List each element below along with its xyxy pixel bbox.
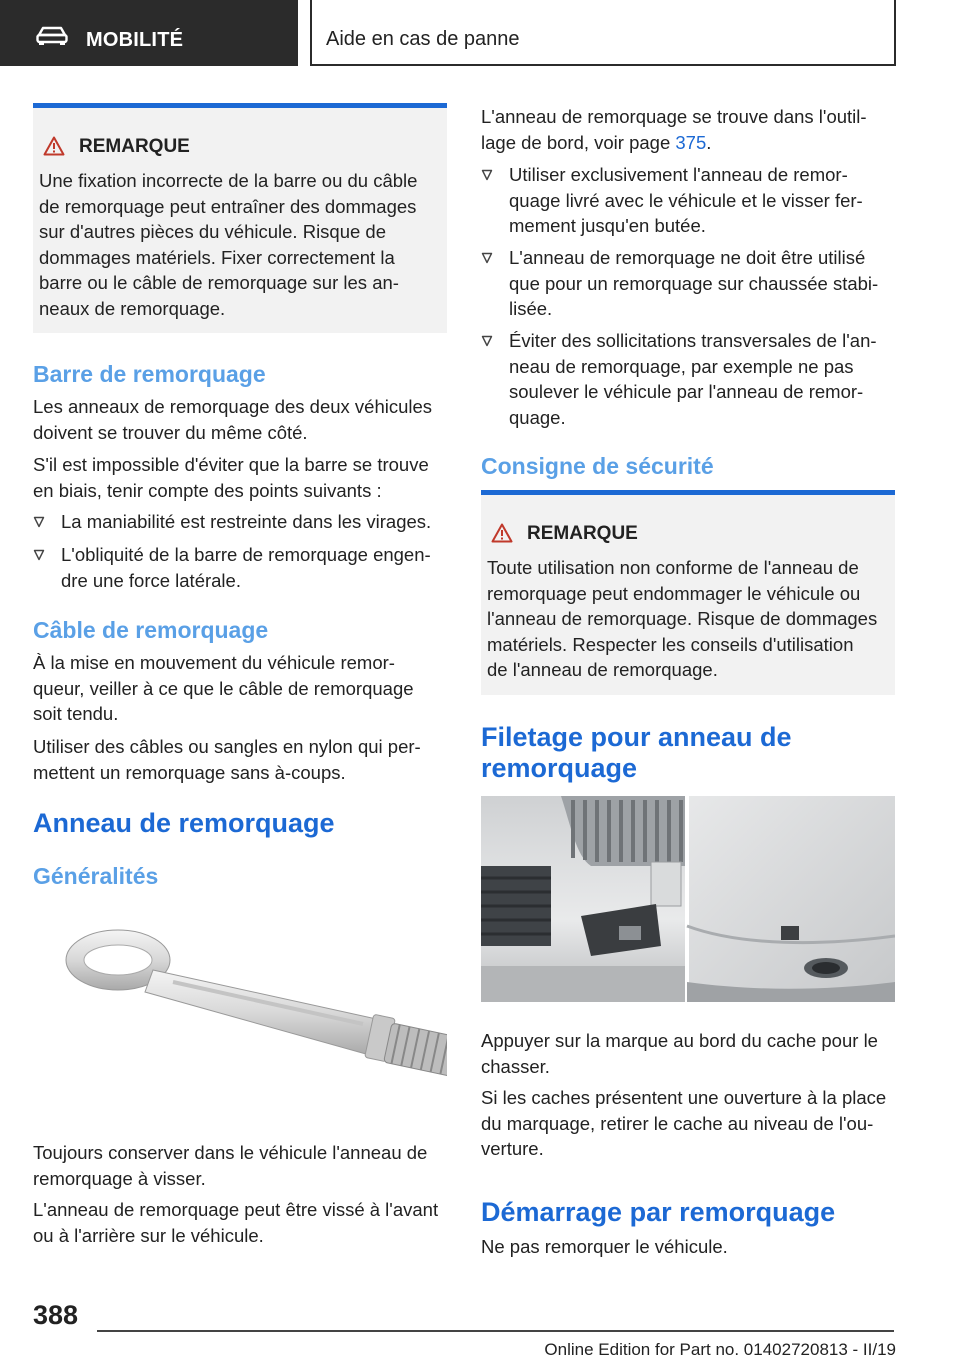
paragraph: Si les caches présentent une ouverture à la place du marquage, retirer le cache au niveau de l'ou‐ verture. xyxy=(481,1087,887,1159)
note-line: Toute utilisation non conforme de l'anneau de xyxy=(487,557,859,578)
bullet-triangle-icon xyxy=(481,252,493,264)
note-line: de l'anneau de remorquage. xyxy=(487,659,718,680)
heading-demarrage: Démarrage par remorquage xyxy=(481,1197,836,1227)
heading-filetage: Filetage pour anneau de remorquage xyxy=(481,722,792,783)
page-number: 388 xyxy=(33,1300,79,1330)
footer-divider xyxy=(97,1330,894,1332)
warning-note xyxy=(33,103,447,333)
paragraph: L'anneau de remorquage se trouve dans l'outil‐ lage de bord, voir page 375. xyxy=(481,106,867,153)
paragraph: L'anneau de remorquage peut être vissé à l'avant ou à l'arrière sur le véhicule. xyxy=(33,1199,439,1246)
note-line: neaux de remorquage. xyxy=(39,297,226,319)
heading-anneau: Anneau de remorquage xyxy=(33,808,335,838)
heading-cable: Câble de remorquage xyxy=(33,617,269,643)
chapter-title: Aide en cas de panne xyxy=(326,28,520,50)
page-reference-link[interactable]: 375 xyxy=(675,131,707,153)
paragraph: À la mise en mouvement du véhicule remor‐ queur, veiller à ce que le câble de remorquage soit tendu. xyxy=(33,652,414,724)
note-line: l'anneau de remorquage. Risque de dommages xyxy=(487,608,878,629)
section-label: MOBILITÉ xyxy=(86,29,184,51)
paragraph: Ne pas remorquer le véhicule. xyxy=(481,1236,728,1257)
chapter-tab xyxy=(310,0,896,66)
page-header xyxy=(0,0,960,66)
paragraph: Utiliser des câbles ou sangles en nylon qui per‐ mettent un remorquage sans à-coups. xyxy=(33,736,421,783)
section-tab xyxy=(0,0,298,66)
bullet-triangle-icon xyxy=(481,169,493,181)
paragraph: Les anneaux de remorquage des deux véhicules doivent se trouver du même côté. xyxy=(33,396,433,443)
note-label: REMARQUE xyxy=(79,136,190,157)
note-line: remorquage peut endommager le véhicule ou xyxy=(487,582,861,604)
note-line: barre ou le câble de remorquage sur les an‐ xyxy=(39,272,399,293)
bullet-triangle-icon xyxy=(33,516,45,528)
heading-consigne: Consigne de sécurité xyxy=(481,453,714,479)
paragraph: Appuyer sur la marque au bord du cache pour le chasser. xyxy=(481,1030,878,1077)
paragraph: Toujours conserver dans le véhicule l'anneau de remorquage à visser. xyxy=(33,1142,428,1189)
note-line: sur d'autres pièces du véhicule. Risque de xyxy=(39,221,387,242)
warning-icon xyxy=(491,523,513,543)
note-line: Une fixation incorrecte de la barre ou du câble xyxy=(39,170,418,191)
note-line: de remorquage peut entraîner des dommages xyxy=(39,195,417,217)
bullet-triangle-icon xyxy=(481,335,493,347)
heading-barre: Barre de remorquage xyxy=(33,361,266,387)
warning-note xyxy=(481,490,895,695)
tow-eye-thread-photos xyxy=(481,796,895,1002)
tow-hook-illustration xyxy=(63,920,447,1120)
car-icon xyxy=(36,26,68,46)
note-label: REMARQUE xyxy=(527,523,638,544)
bullet-triangle-icon xyxy=(33,549,45,561)
edition-text: Online Edition for Part no. 01402720813 - II/19 xyxy=(544,1340,896,1359)
subheading-generalites: Généralités xyxy=(33,863,159,889)
paragraph: S'il est impossible d'éviter que la barre se trouve en biais, tenir compte des points suivants : xyxy=(33,454,429,501)
warning-icon xyxy=(43,136,65,156)
note-line: dommages matériels. Fixer correctement la xyxy=(39,246,395,268)
note-line: matériels. Respecter les conseils d'utilisation xyxy=(487,633,854,655)
